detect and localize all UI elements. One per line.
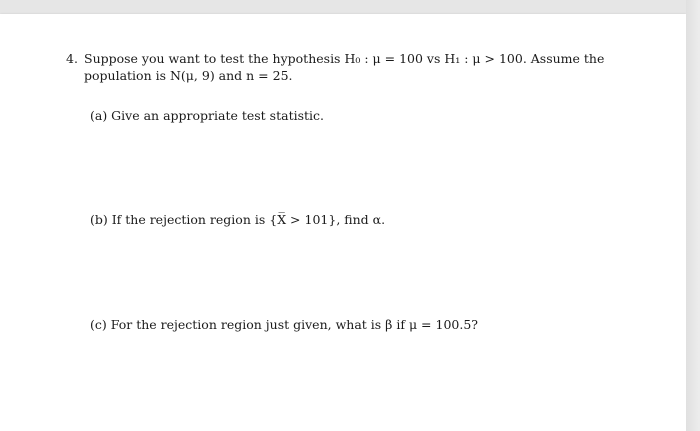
window-top-strip xyxy=(0,0,700,14)
part-c-question: (c) For the rejection region just given, what is β if μ = 100.5? xyxy=(90,317,478,332)
problem-statement-line-1 xyxy=(66,50,636,67)
problem-statement xyxy=(66,50,636,84)
part-a-question: (a) Give an appropriate test statistic. xyxy=(90,108,325,123)
problem-number: 4. xyxy=(66,51,78,66)
problem-text-line-1: Suppose you want to test the hypothesis H₀ : μ = 100 vs H₁ : μ > 100. Assume the xyxy=(84,51,605,66)
part-b-question: (b) If the rejection region is {X̅ > 101}, find α. xyxy=(90,212,386,227)
page-edge-shadow xyxy=(686,0,700,431)
problem-statement-line-2: population is N(μ, 9) and n = 25. xyxy=(84,68,293,83)
